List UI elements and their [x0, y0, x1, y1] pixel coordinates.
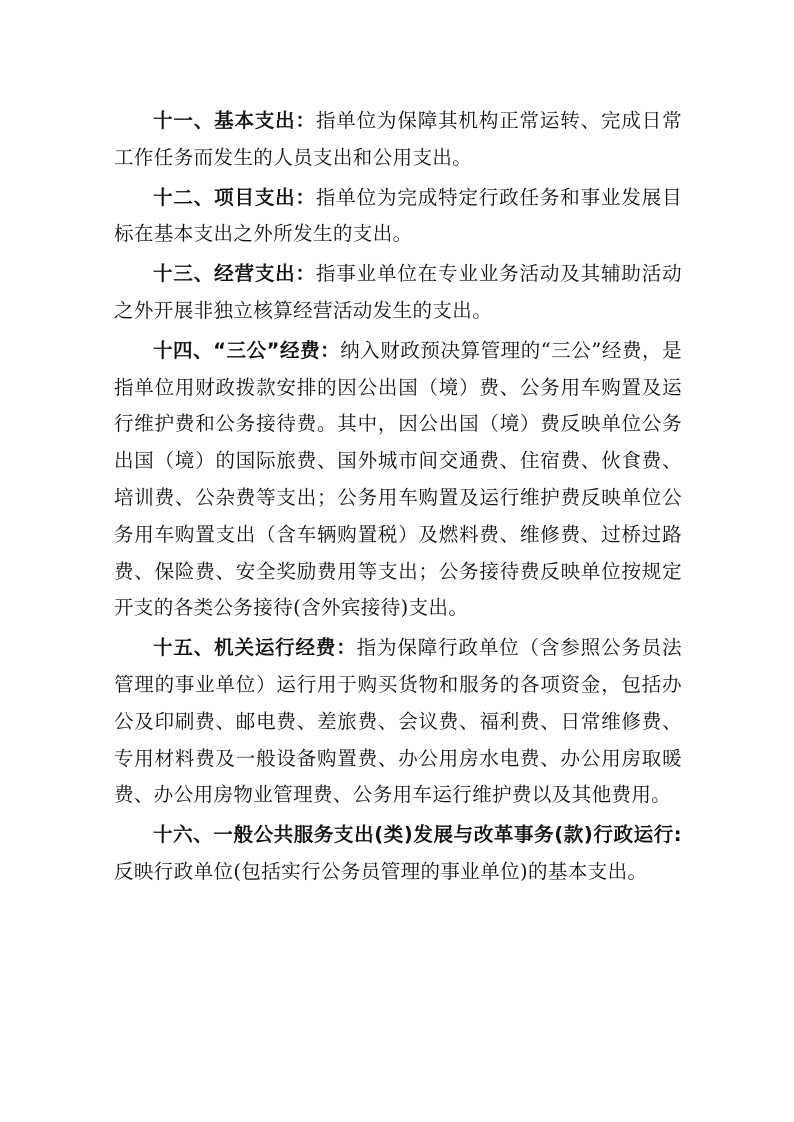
definition-text: 指事业单位在专业业务活动及其辅助活动之外开展非独立核算经营活动发生的支出。	[114, 262, 683, 322]
definition-paragraph-16	[114, 817, 682, 891]
definition-term: 十六、一般公共服务支出(类)发展与改革事务(款)行政运行:	[153, 823, 682, 847]
definition-paragraph-14	[114, 333, 682, 627]
definition-term: 十五、机关运行经费：	[153, 636, 357, 660]
definition-paragraph-15	[114, 630, 682, 814]
document-page	[114, 103, 682, 894]
definition-paragraph-11	[114, 103, 682, 177]
definition-text: 指为保障行政单位（含参照公务员法管理的事业单位）运行用于购买货物和服务的各项资金，包括办公及印刷费、邮电费、差旅费、会议费、福利费、日常维修费、专用材料费及一般设备购置费、办公用房水电费、办公用房取暖费、办公用房物业管理费、公务用车运行维护费以及其他费用。	[114, 636, 682, 807]
definition-text: 反映行政单位(包括实行公务员管理的事业单位)的基本支出。	[114, 859, 648, 883]
definition-term: 十一、基本支出：	[153, 109, 316, 132]
definition-text: 指单位为保障其机构正常运转、完成日常工作任务而发生的人员支出和公用支出。	[114, 109, 683, 169]
definition-term: 十二、项目支出：	[153, 185, 316, 209]
definition-paragraph-13	[114, 256, 682, 330]
definition-term: 十四、“三公”经费：	[153, 338, 341, 362]
definition-text: 纳入财政预决算管理的“三公”经费，是指单位用财政拨款安排的因公出国（境）费、公务用车购置及运行维护费和公务接待费。其中，因公出国（境）费反映单位公务出国（境）的国际旅费、国外城市间交通费、住宿费、伙食费、培训费、公杂费等支出；公务用车购置及运行维护费反映单位公务用车购置支出（含车辆购置税）及燃料费、维修费、过桥过路费、保险费、安全奖励费用等支出；公务接待费反映单位按规定开支的各类公务接待(含外宾接待)支出。	[114, 338, 682, 620]
definition-paragraph-12	[114, 180, 682, 254]
definition-term: 十三、经营支出：	[153, 262, 316, 286]
definition-text: 指单位为完成特定行政任务和事业发展目标在基本支出之外所发生的支出。	[114, 185, 683, 246]
